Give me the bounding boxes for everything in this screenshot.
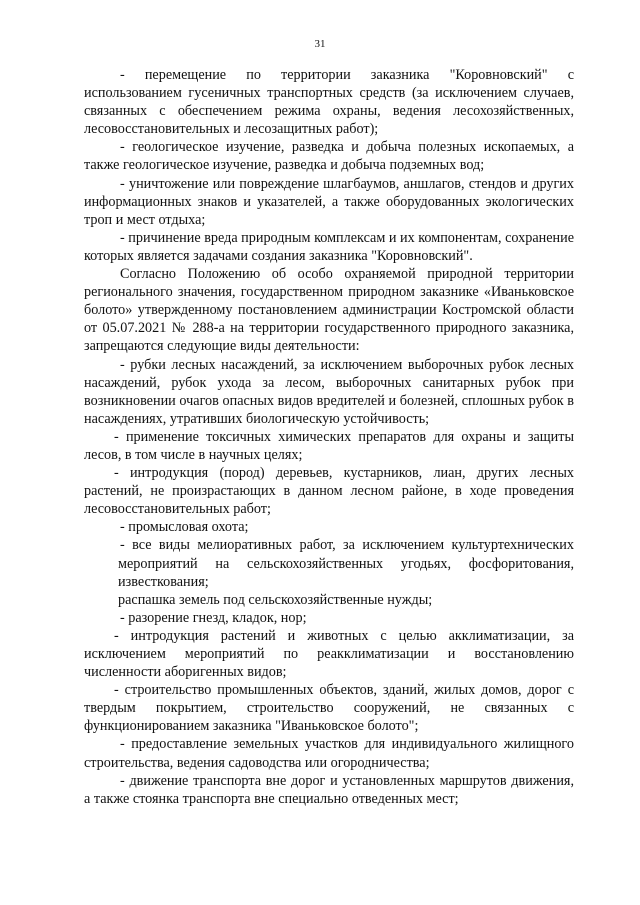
paragraph: - геологическое изучение, разведка и добыча полезных ископаемых, а также геологическое изучение, разведка и добыча подземных вод; bbox=[84, 139, 574, 174]
paragraph: - промысловая охота; bbox=[120, 519, 249, 536]
paragraph: - предоставление земельных участков для индивидуального жилищного строительства, ведения садоводства или огородничества; bbox=[84, 736, 574, 771]
paragraph: - интродукция (пород) деревьев, кустарников, лиан, других лесных растений, не произрастающих в данном лесном районе, в ходе проведения лесовосстановительных работ; bbox=[84, 465, 574, 518]
paragraph: распашка земель под сельскохозяйственные нужды; bbox=[118, 591, 433, 608]
paragraph: - рубки лесных насаждений, за исключением выборочных рубок лесных насаждений, рубок ухода за лесом, выборочных санитарных рубок при возникновении очагов опасных видов вредителей и болезней, сплошных рубок в насаждениях, утративших биологическую устойчивость; bbox=[84, 356, 574, 427]
paragraph: - все виды мелиоративных работ, за исключением культуртехнических мероприятий на сельскохозяйственных угодьях, фосфоритования, известкования; bbox=[118, 537, 574, 590]
paragraph: - применение токсичных химических препаратов для охраны и защиты лесов, в том числе в научных целях; bbox=[84, 428, 574, 463]
paragraph: - интродукция растений и животных с целью акклиматизации, за исключением мероприятий по реакклиматизации и восстановлению численности аборигенных видов; bbox=[84, 627, 574, 681]
paragraph: - уничтожение или повреждение шлагбаумов, аншлагов, стендов и других информационных знаков и указателей, а также оборудованных экологических троп и мест отдыха; bbox=[84, 175, 574, 228]
document-body bbox=[84, 66, 574, 808]
page-number: 31 bbox=[314, 38, 326, 50]
paragraph: - разорение гнезд, кладок, нор; bbox=[120, 609, 307, 626]
paragraph: Согласно Положению об особо охраняемой природной территории регионального значения, государственном природном заказнике «Иваньковское болото» утвержденному постановлением администрации Костромской области от 05.07.2021 № 288-а на территории государственного природного заказника, запрещаются следующие виды деятельности: bbox=[84, 266, 574, 355]
paragraph: - строительство промышленных объектов, зданий, жилых домов, дорог с твердым покрытием, строительство сооружений, не связанных с функционированием заказника "Иваньковское болото"; bbox=[84, 682, 574, 735]
paragraph: - движение транспорта вне дорог и установленных маршрутов движения, а также стоянка транспорта вне специально отведенных мест; bbox=[84, 772, 574, 807]
paragraph: - причинение вреда природным комплексам и их компонентам, сохранение которых является задачами создания заказника "Коровновский". bbox=[84, 229, 575, 264]
paragraph: - перемещение по территории заказника "Коровновский" с использованием гусеничных транспортных средств (за исключением случаев, связанных с обеспечением режима охраны, ведения лесохозяйственных, лесовосстановительных и лесозащитных работ); bbox=[84, 67, 574, 138]
